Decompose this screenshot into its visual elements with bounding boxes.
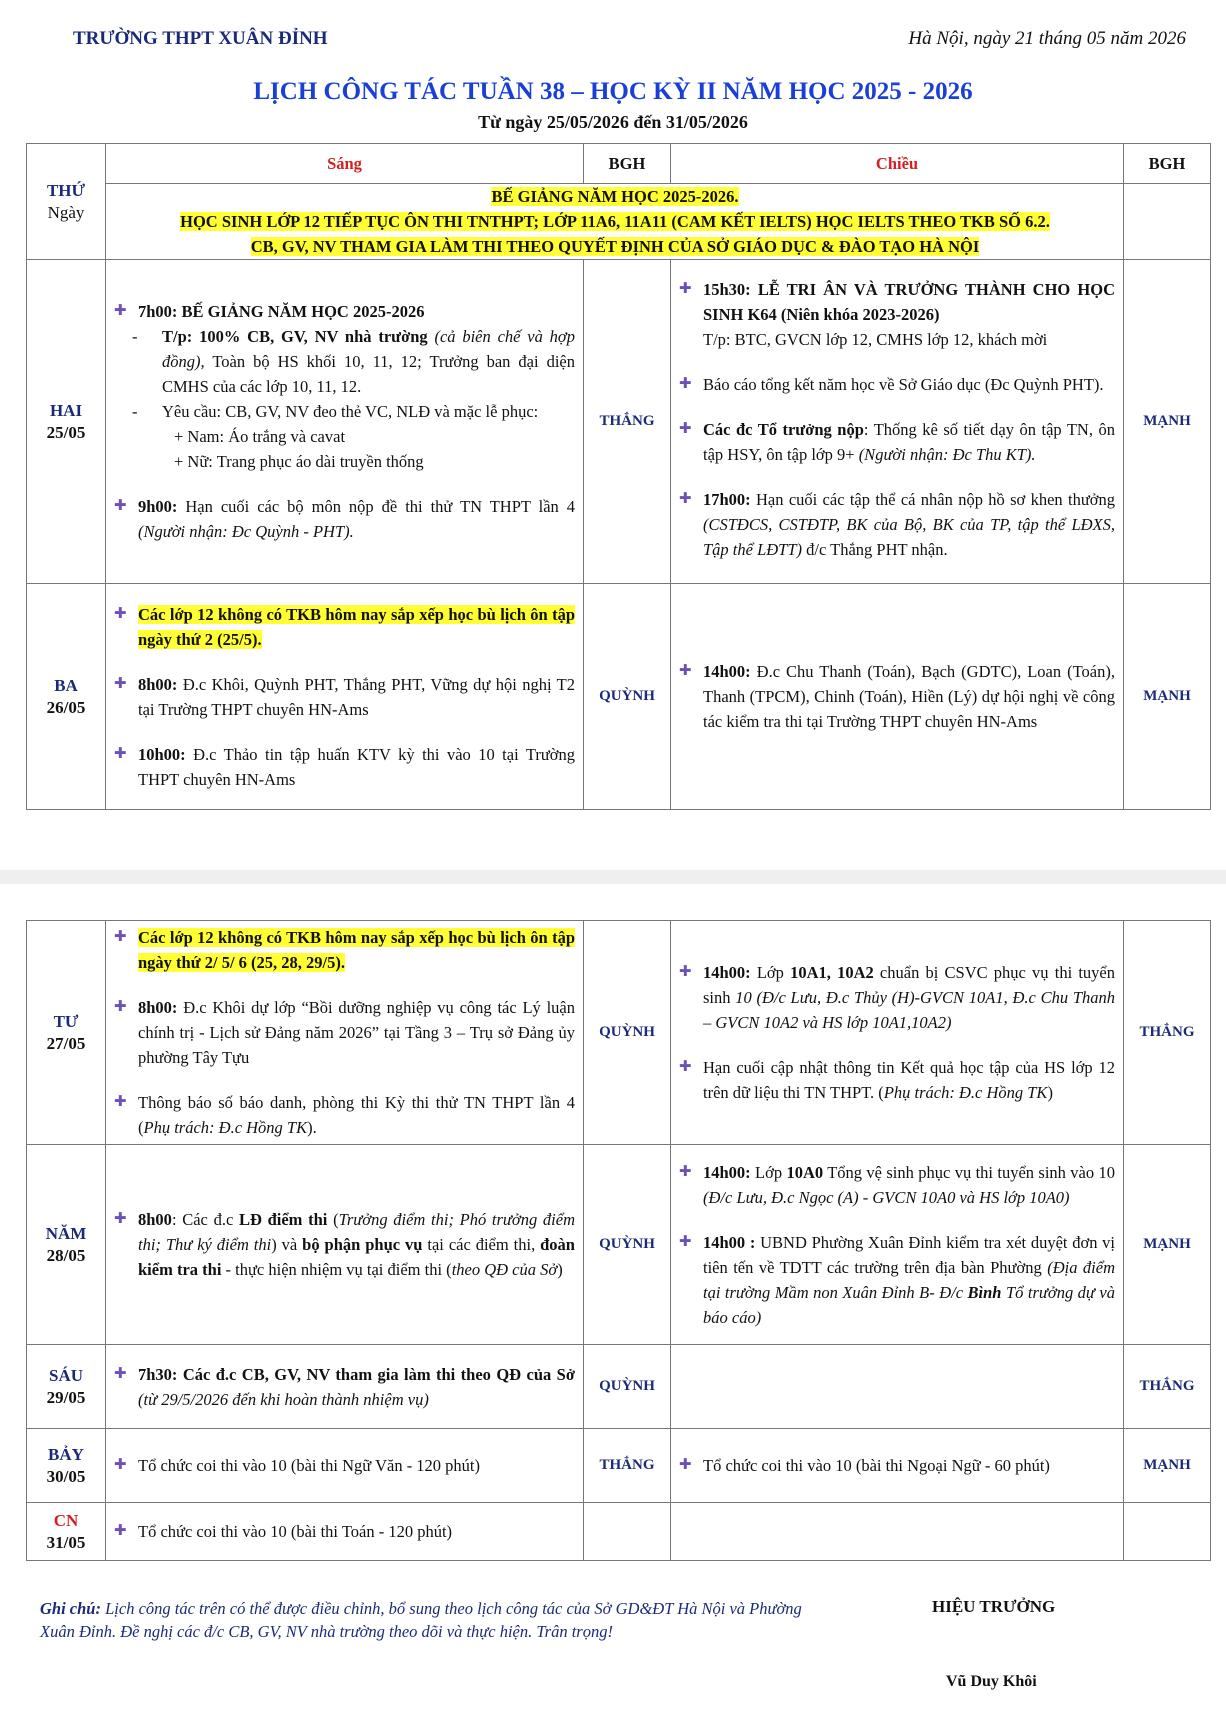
page-title: LỊCH CÔNG TÁC TUẦN 38 – HỌC KỲ II NĂM HỌC 2025 - 2026 (253, 78, 973, 105)
arrow-bullet-icon: ✚ (114, 929, 127, 945)
wed-morning: ✚ Các lớp 12 không có TKB hôm nay sắp xếp học bù lịch ôn tập ngày thứ 2/ 5/ 6 (25, 28, 29/5). ✚ 8h00: Đ.c Khôi dự lớp “Bồi dưỡng nghiệp vụ công tác Lý luận chính trị - Lịch sử Đảng năm 2026” tại Tầng 3 – Trụ sở Đảng ủy phường Tây Tựu ✚ Thông báo số báo danh, phòng thi Kỳ thi thử TN THPT lần 4 (Phụ trách: Đ.c Hồng TK). (106, 921, 584, 1145)
arrow-bullet-icon: ✚ (114, 999, 127, 1015)
day-cell-mon: HAI 25/05 (27, 260, 106, 584)
day-cell-wed: TƯ 27/05 (27, 921, 106, 1145)
notice-line-3: CB, GV, NV THAM GIA LÀM THI THEO QUYẾT ĐỊNH CỦA SỞ GIÁO DỤC & ĐÀO TẠO HÀ NỘI (250, 237, 980, 256)
thu-afternoon: ✚ 14h00: Lớp 10A0 Tổng vệ sinh phục vụ thi tuyển sinh vào 10 (Đ/c Lưu, Đ.c Ngọc (A) - GVCN 10A0 và HS lớp 10A0) ✚ 14h00 : UBND Phường Xuân Đỉnh kiểm tra xét duyệt đơn vị tiên tến về TDTT các trường trên địa bàn Phường (Địa điểm tại trường Mầm non Xuân Đỉnh B- Đ/c Bình Tổ trưởng dự và báo cáo) (671, 1145, 1124, 1345)
bgh-sat-pm: MẠNH (1124, 1429, 1211, 1503)
arrow-bullet-icon: ✚ (114, 1365, 127, 1382)
day-cell-sat: BẢY 30/05 (27, 1429, 106, 1503)
schedule-table-part2 (26, 920, 1211, 1561)
fri-afternoon (671, 1345, 1124, 1429)
arrow-bullet-icon: ✚ (114, 303, 127, 319)
wed-afternoon: ✚ 14h00: Lớp 10A1, 10A2 chuẩn bị CSVC phục vụ thi tuyển sinh 10 (Đ/c Lưu, Đ.c Thủy (H)-GVCN 10A1, Đ.c Chu Thanh – GVCN 10A2 và HS lớp 10A1,10A2) ✚ Hạn cuối cập nhật thông tin Kết quả học tập của HS lớp 12 trên dữ liệu thi TN THPT. (Phụ trách: Đ.c Hồng TK) (671, 921, 1124, 1145)
arrow-bullet-icon: ✚ (114, 1523, 127, 1539)
bgh-thu-pm: MẠNH (1124, 1145, 1211, 1345)
arrow-bullet-icon: ✚ (679, 1059, 692, 1075)
issue-date: Hà Nội, ngày 21 tháng 05 năm 2026 (908, 28, 1186, 49)
bgh-tue-am: QUỲNH (584, 584, 671, 810)
table-row (27, 260, 1211, 584)
bgh-fri-am: QUỲNH (584, 1345, 671, 1429)
sat-afternoon: ✚ Tổ chức coi thi vào 10 (bài thi Ngoại Ngữ - 60 phút) (671, 1429, 1124, 1503)
bgh-sun-am (584, 1503, 671, 1561)
arrow-bullet-icon: ✚ (114, 745, 127, 762)
sun-morning: ✚ Tổ chức coi thi vào 10 (bài thi Toán - 120 phút) (106, 1503, 584, 1561)
table-row (27, 1345, 1211, 1429)
arrow-bullet-icon: ✚ (114, 675, 127, 692)
arrow-bullet-icon: ✚ (679, 1457, 692, 1473)
arrow-bullet-icon: ✚ (679, 281, 692, 297)
bgh-mon-pm: MẠNH (1124, 260, 1211, 584)
arrow-bullet-icon: ✚ (679, 964, 692, 980)
arrow-bullet-icon: ✚ (679, 421, 692, 437)
table-row (27, 1503, 1211, 1561)
weekly-notice (106, 184, 1124, 260)
thu-morning: ✚ 8h00: Các đ.c LĐ điểm thi (Trưởng điểm thi; Phó trưởng điểm thi; Thư ký điểm thi) và bộ phận phục vụ tại các điểm thi, đoàn kiểm tra thi - thực hiện nhiệm vụ tại điểm thi (theo QĐ của Sở) (106, 1145, 584, 1345)
arrow-bullet-icon: ✚ (679, 663, 692, 679)
day-cell-tue: BA 26/05 (27, 584, 106, 810)
arrow-bullet-icon: ✚ (114, 1211, 127, 1227)
day-column-header: THỨ Ngày (27, 144, 106, 260)
bgh-mon-am: THẮNG (584, 260, 671, 584)
mon-morning: ✚ 7h00: BẾ GIẢNG NĂM HỌC 2025-2026 - T/p: 100% CB, GV, NV nhà trường (cả biên chế và hợp đồng), Toàn bộ HS khối 10, 11, 12; Trưởng ban đại diện CMHS của các lớp 10, 11, 12. - Yêu cầu: CB, GV, NV đeo thẻ VC, NLĐ và mặc lễ phục: + Nam: Áo trắng và cavat + Nữ: Trang phục áo dài truyền thống ✚ 9h00: Hạn cuối các bộ môn nộp đề thi thử TN THPT lần 4 (Người nhận: Đc Quỳnh - PHT). (106, 260, 584, 584)
arrow-bullet-icon: ✚ (679, 376, 692, 392)
afternoon-header: Chiều (671, 144, 1124, 184)
table-row (27, 1429, 1211, 1503)
bgh-sun-pm (1124, 1503, 1211, 1561)
signature-name: Vũ Duy Khôi (946, 1673, 1037, 1690)
day-cell-sun: CN 31/05 (27, 1503, 106, 1561)
arrow-bullet-icon: ✚ (679, 1163, 692, 1180)
tue-afternoon: ✚ 14h00: Đ.c Chu Thanh (Toán), Bạch (GDTC), Loan (Toán), Thanh (TPCM), Chinh (Toán), Hiền (Lý) dự hội nghị về công tác kiểm tra thi tại Trường THPT chuyên HN-Ams (671, 584, 1124, 810)
morning-header: Sáng (106, 144, 584, 184)
arrow-bullet-icon: ✚ (114, 1094, 127, 1110)
page-break (0, 870, 1226, 884)
bgh-fri-pm: THẮNG (1124, 1345, 1211, 1429)
bgh-header-am: BGH (584, 144, 671, 184)
school-name: TRƯỜNG THPT XUÂN ĐỈNH (73, 28, 328, 49)
bgh-wed-pm: THẮNG (1124, 921, 1211, 1145)
arrow-bullet-icon: ✚ (114, 498, 127, 514)
bgh-thu-am: QUỲNH (584, 1145, 671, 1345)
table-row (27, 1145, 1211, 1345)
arrow-bullet-icon: ✚ (114, 1457, 127, 1473)
sat-morning: ✚ Tổ chức coi thi vào 10 (bài thi Ngữ Văn - 120 phút) (106, 1429, 584, 1503)
signature-title: HIỆU TRƯỞNG (932, 1597, 1056, 1616)
sun-afternoon (671, 1503, 1124, 1561)
bgh-tue-pm: MẠNH (1124, 584, 1211, 810)
day-cell-fri: SÁU 29/05 (27, 1345, 106, 1429)
footer-note: Ghi chú: Lịch công tác trên có thể được điều chỉnh, bổ sung theo lịch công tác của Sở GD&ĐT Hà Nội và Phường Xuân Đỉnh. Đề nghị các đ/c CB, GV, NV nhà trường theo dõi và thực hiện. Trân trọng! (40, 1599, 802, 1641)
notice-line-2: HỌC SINH LỚP 12 TIẾP TỤC ÔN THI TNTHPT; LỚP 11A6, 11A11 (CAM KẾT IELTS) HỌC IELTS THEO TKB SỐ 6.2. (180, 212, 1050, 231)
arrow-bullet-icon: ✚ (114, 605, 127, 622)
tue-morning: ✚ Các lớp 12 không có TKB hôm nay sắp xếp học bù lịch ôn tập ngày thứ 2 (25/5). ✚ 8h00: Đ.c Khôi, Quỳnh PHT, Thắng PHT, Vững dự hội nghị T2 tại Trường THPT chuyên HN-Ams ✚ 10h00: Đ.c Thảo tin tập huấn KTV kỳ thi vào 10 tại Trường THPT chuyên HN-Ams (106, 584, 584, 810)
mon-afternoon: ✚ 15h30: LỄ TRI ÂN VÀ TRƯỞNG THÀNH CHO HỌC SINH K64 (Niên khóa 2023-2026) T/p: BTC, GVCN lớp 12, CMHS lớp 12, khách mời ✚ Báo cáo tổng kết năm học về Sở Giáo dục (Đc Quỳnh PHT). ✚ Các đc Tổ trưởng nộp: Thống kê số tiết dạy ôn tập TN, ôn tập HSY, ôn tập lớp 9+ (Người nhận: Đc Thu KT). ✚ 17h00: Hạn cuối các tập thể cá nhân nộp hồ sơ khen thưởng (CSTĐCS, CSTĐTP, BK của Bộ, BK của TP, tập thể LĐXS, Tập thể LĐTT) đ/c Thắng PHT nhận. (671, 260, 1124, 584)
fri-morning: ✚ 7h30: Các đ.c CB, GV, NV tham gia làm thi theo QĐ của Sở (từ 29/5/2026 đến khi hoàn thành nhiệm vụ) (106, 1345, 584, 1429)
arrow-bullet-icon: ✚ (679, 491, 692, 507)
bgh-sat-am: THẮNG (584, 1429, 671, 1503)
date-range: Từ ngày 25/05/2026 đến 31/05/2026 (478, 112, 748, 132)
arrow-bullet-icon: ✚ (679, 1233, 692, 1250)
notice-line-1: BẾ GIẢNG NĂM HỌC 2025-2026. (491, 187, 739, 206)
bgh-header-pm: BGH (1124, 144, 1211, 184)
day-cell-thu: NĂM 28/05 (27, 1145, 106, 1345)
schedule-table-part1 (26, 143, 1211, 810)
table-row (27, 584, 1211, 810)
bgh-wed-am: QUỲNH (584, 921, 671, 1145)
table-row (27, 921, 1211, 1145)
